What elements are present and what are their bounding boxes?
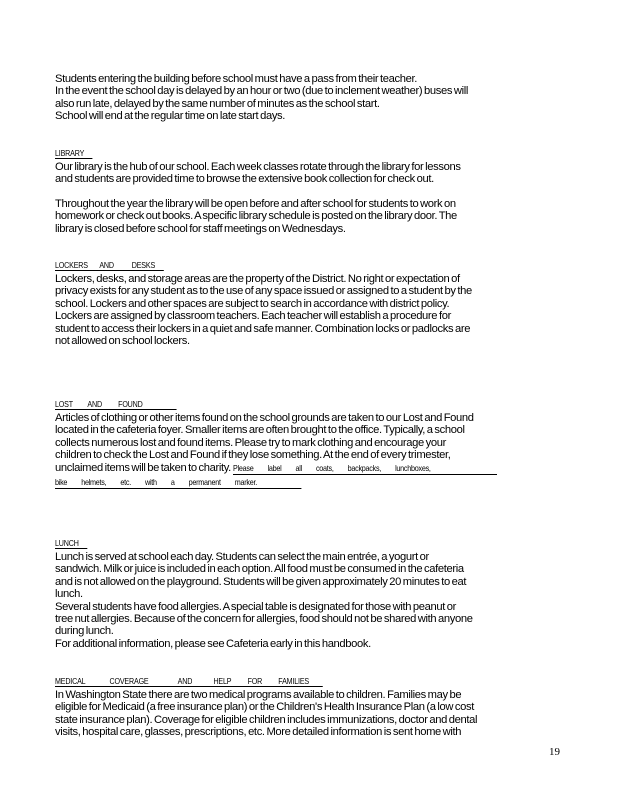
heading-word: LOCKERS xyxy=(55,260,88,270)
medical-line: eligible for Medicaid (a free insurance plan) or the Children's Health Insurance Plan (a low cost xyxy=(55,701,474,714)
lost-found-line xyxy=(55,462,567,475)
heading-word: COVERAGE xyxy=(109,676,149,686)
lost-found-line: Articles of clothing or other items found on the school grounds are taken to our Lost and Found xyxy=(55,412,474,424)
lunch-line: tree nut allergies. Because of the concern for allergies, food should not be shared with anyone xyxy=(55,613,473,626)
lockers-section xyxy=(55,255,567,347)
lockers-line: school. Lockers and other spaces are subject to search in accordance with district policy. xyxy=(55,297,450,310)
medical-line: visits, hospital care, glasses, prescriptions, etc. More detailed information is sent home with xyxy=(55,726,462,739)
lunch-heading xyxy=(55,538,87,549)
intro-line: In the event the school day is delayed by an hour or two (due to inclement weather) buses will xyxy=(55,85,469,98)
lockers-line: privacy exists for any student as to the use of any space issued or assigned to a student by the xyxy=(55,285,472,298)
lunch-section xyxy=(55,533,567,650)
heading-word: AND xyxy=(87,399,102,409)
heading-word: HELP xyxy=(213,676,232,686)
heading-word: LOST xyxy=(55,399,73,409)
lost-found-line xyxy=(55,476,567,489)
heading-word: FOR xyxy=(247,676,263,686)
heading-word: FOUND xyxy=(118,399,143,409)
heading-word: MEDICAL xyxy=(55,676,86,686)
lockers-line: not allowed on school lockers. xyxy=(55,335,190,348)
lunch-line: lunch. xyxy=(55,588,83,601)
lockers-line: Lockers are assigned by classroom teachers. Each teacher will establish a procedure for xyxy=(55,310,451,323)
heading-word: FAMILIES xyxy=(278,676,309,686)
intro-line: Students entering the building before school must have a pass from their teacher. xyxy=(55,73,418,85)
library-line: library is closed before school for staff meetings on Wednesdays. xyxy=(55,222,346,235)
lunch-line: For additional information, please see Cafeteria early in this handbook. xyxy=(55,637,371,650)
heading-word: AND xyxy=(99,260,114,270)
lunch-line: sandwich. Milk or juice is included in each option. All food must be consumed in the cafeteria xyxy=(55,563,464,576)
library-line: and students are provided time to browse the extensive book collection for check out. xyxy=(55,173,434,186)
medical-heading xyxy=(55,676,323,687)
medical-line: In Washington State there are two medical programs available to children. Families may be xyxy=(55,689,462,701)
lost-found-note: Please label all coats, backpacks, lunchboxes, xyxy=(233,463,497,475)
library-heading xyxy=(55,148,93,159)
heading-word: DESKS xyxy=(131,260,156,270)
library-line: homework or check out books. A specific library schedule is posted on the library door. The xyxy=(55,210,457,223)
lockers-heading xyxy=(55,260,164,271)
library-section xyxy=(55,143,567,235)
intro-line: also run late, delayed by the same number of minutes as the school start. xyxy=(55,97,380,110)
heading-word: LIBRARY xyxy=(55,148,85,158)
lunch-line: during lunch. xyxy=(55,625,114,638)
lost-found-section xyxy=(55,394,567,489)
library-line: Throughout the year the library will be open before and after school for students to work on xyxy=(55,197,456,210)
lunch-line: Lunch is served at school each day. Students can select the main entrée, a yogurt or xyxy=(55,551,429,563)
lunch-line: Several students have food allergies. A special table is designated for those with peanut or xyxy=(55,600,456,613)
intro-line: School will end at the regular time on late start days. xyxy=(55,110,286,123)
library-line: Our library is the hub of our school. Each week classes rotate through the library for lessons xyxy=(55,161,461,173)
lunch-line: and is not allowed on the playground. Students will be given approximately 20 minutes to eat xyxy=(55,575,467,588)
medical-section xyxy=(55,671,567,739)
lost-found-text: unclaimed items will be taken to charity. xyxy=(55,461,231,474)
lost-found-line: collects numerous lost and found items. Please try to mark clothing and encourage your xyxy=(55,436,446,449)
lost-found-heading xyxy=(55,399,177,410)
lost-found-note: bike helmets, etc. with a permanent marker. xyxy=(55,477,301,489)
lost-found-line: children to check the Lost and Found if they lose something. At the end of every trimester, xyxy=(55,449,451,462)
lockers-line: Lockers, desks, and storage areas are the property of the District. No right or expectation of xyxy=(55,273,460,285)
page-number: 19 xyxy=(549,746,560,758)
heading-word: LUNCH xyxy=(55,538,79,548)
heading-word: AND xyxy=(177,676,193,686)
lost-found-line: located in the cafeteria foyer. Smaller items are often brought to the office. Typically, a school xyxy=(55,424,465,437)
lockers-line: student to access their lockers in a quiet and safe manner. Combination locks or padlocks are xyxy=(55,322,471,335)
medical-line: state insurance plan). Coverage for eligible children includes immunizations, doctor and dental xyxy=(55,713,478,726)
intro-paragraph xyxy=(55,73,567,123)
